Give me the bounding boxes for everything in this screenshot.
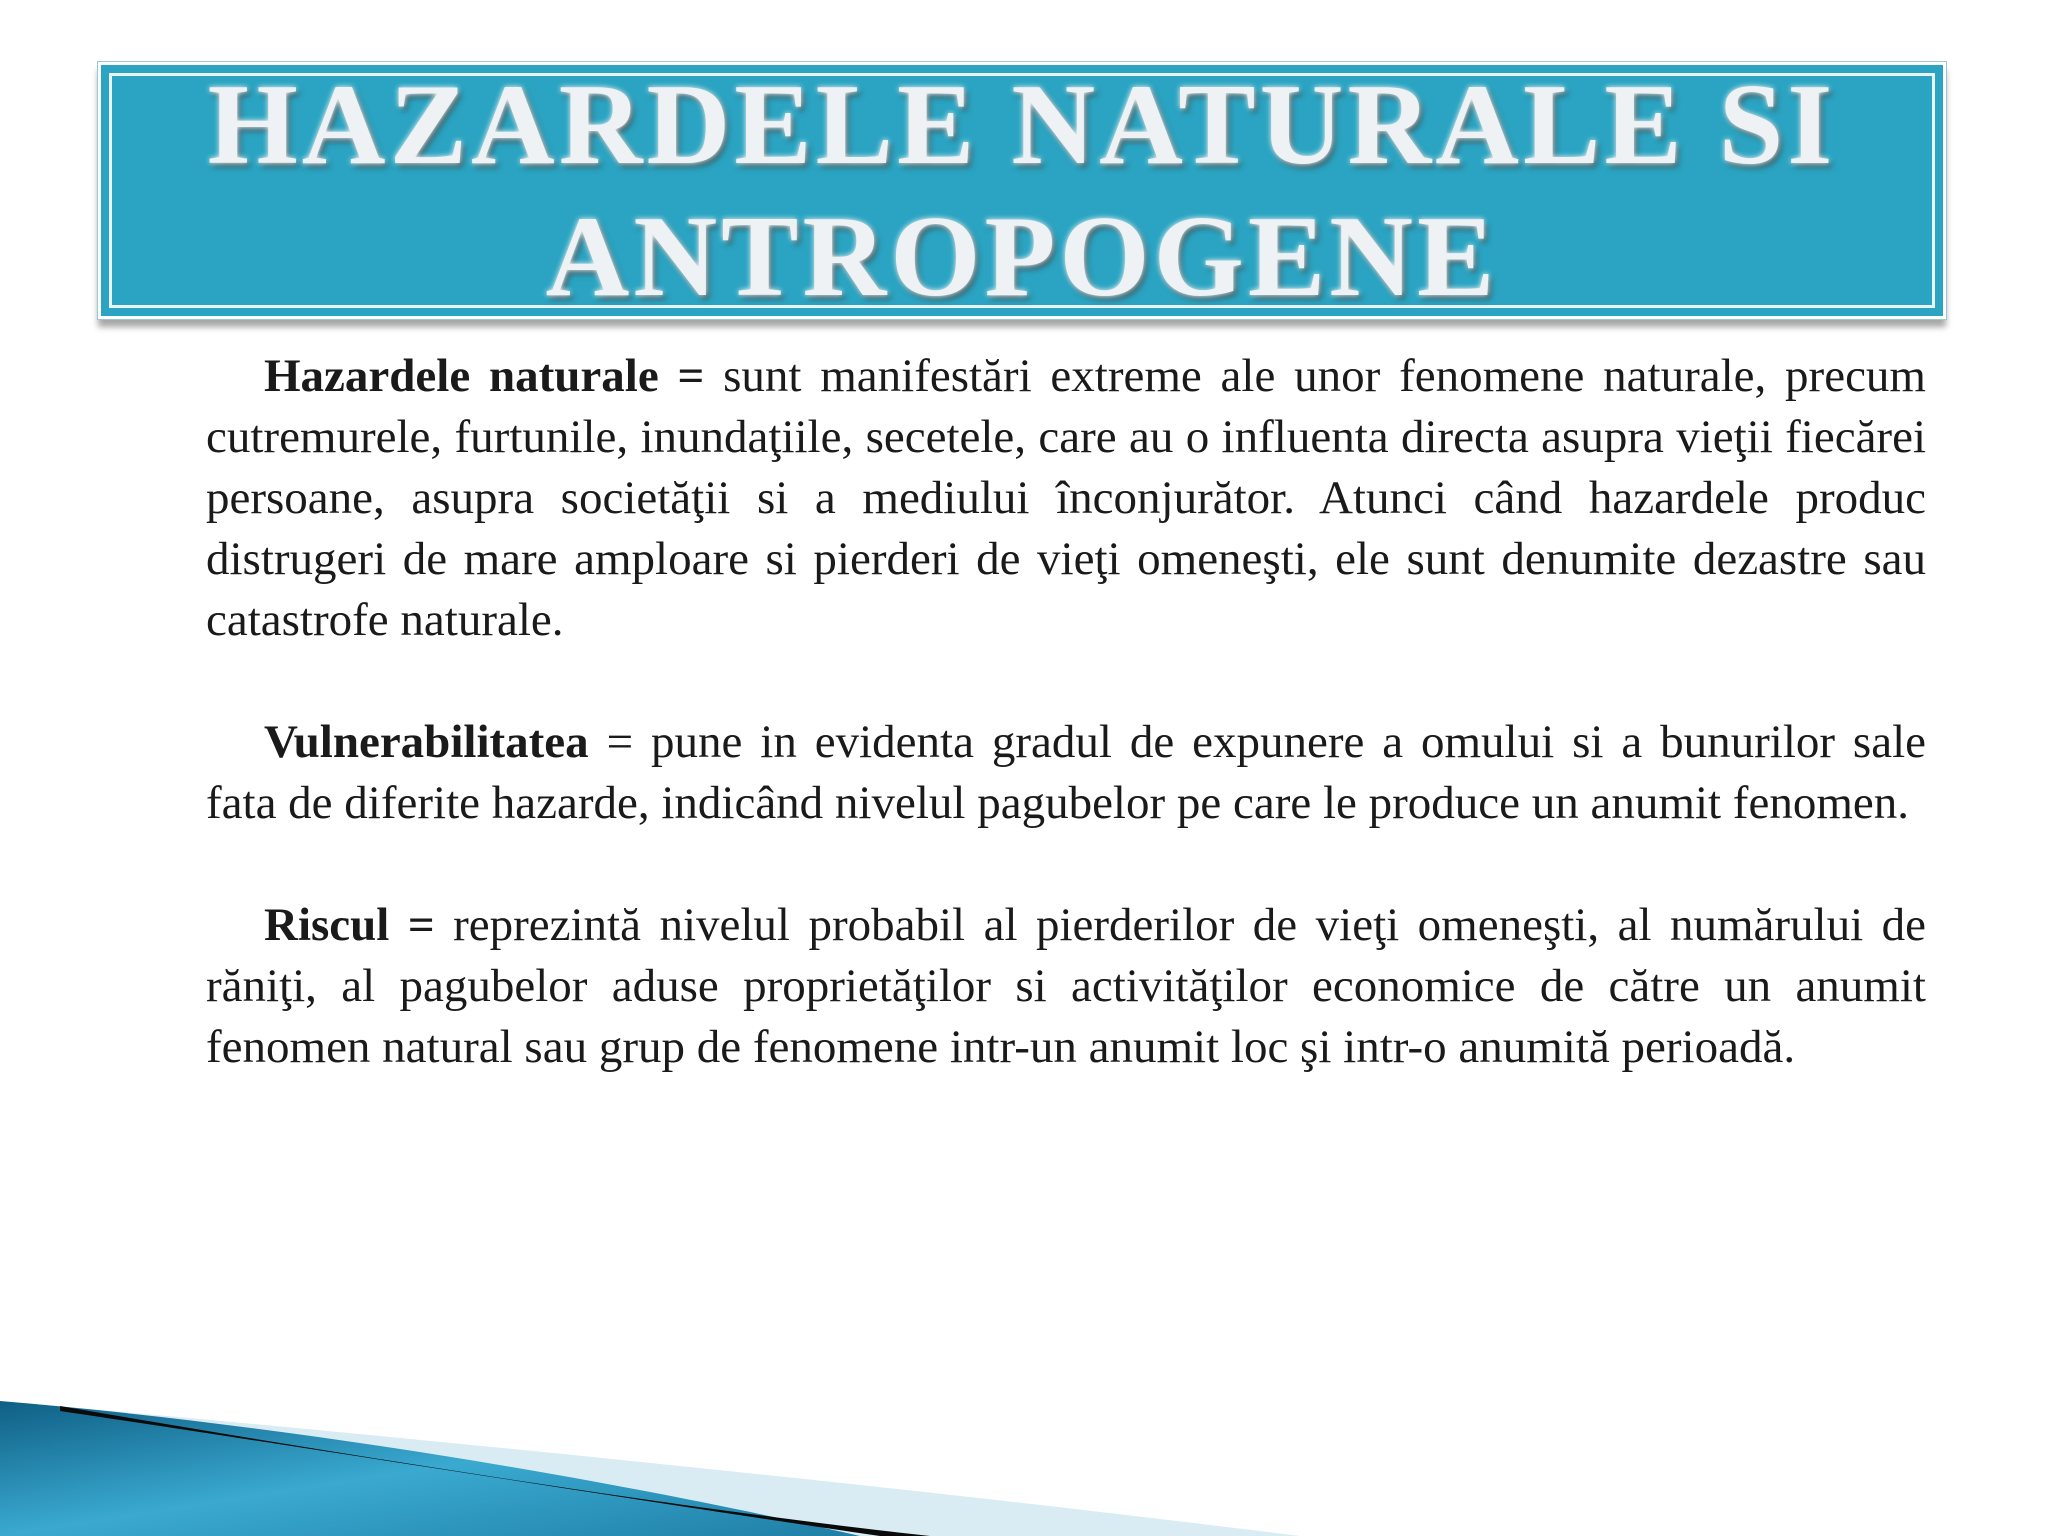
decorative-swoosh: [0, 1276, 2048, 1536]
definition-vulnerabilitatea: = pune in evidenta gradul de expunere a omului si a bunurilor sale fata de diferite hazarde, indicând nivelul pagubelor pe care le produce un anumit fenomen.: [206, 716, 1927, 829]
slide-title-line2: ANTROPOGENE: [545, 192, 1499, 321]
slide-title: [122, 59, 1922, 323]
slide-body: [206, 346, 1926, 1139]
title-banner: [98, 62, 1946, 319]
term-hazardele-naturale: Hazardele naturale =: [264, 350, 705, 402]
paragraph-hazardele-naturale: [206, 346, 1926, 651]
term-vulnerabilitatea: Vulnerabilitatea: [264, 716, 589, 768]
definition-hazardele-naturale: sunt manifestări extreme ale unor fenomene naturale, precum cutremurele, furtunile, inundaţiile, secetele, care au o influenta directa asupra vieţii fiecărei persoane, asupra societăţii si a mediului înconjurător. Atunci când hazardele produc distrugeri de mare amploare si pierderi de vieţi omeneşti, ele sunt denumite dezastre sau catastrofe naturale.: [206, 350, 1926, 646]
definition-riscul: reprezintă nivelul probabil al pierderilor de vieţi omeneşti, al numărului de răniţi, al pagubelor aduse proprietăţilor si activităţilor economice de către un anumit fenomen natural sau grup de fenomene intr-un anumit loc şi intr-o anumită perioadă.: [206, 899, 1927, 1073]
paragraph-riscul: [206, 895, 1926, 1078]
paragraph-vulnerabilitatea: [206, 712, 1926, 834]
slide-title-line1: HAZARDELE NATURALE SI: [207, 60, 1837, 189]
term-riscul: Riscul =: [264, 899, 435, 951]
